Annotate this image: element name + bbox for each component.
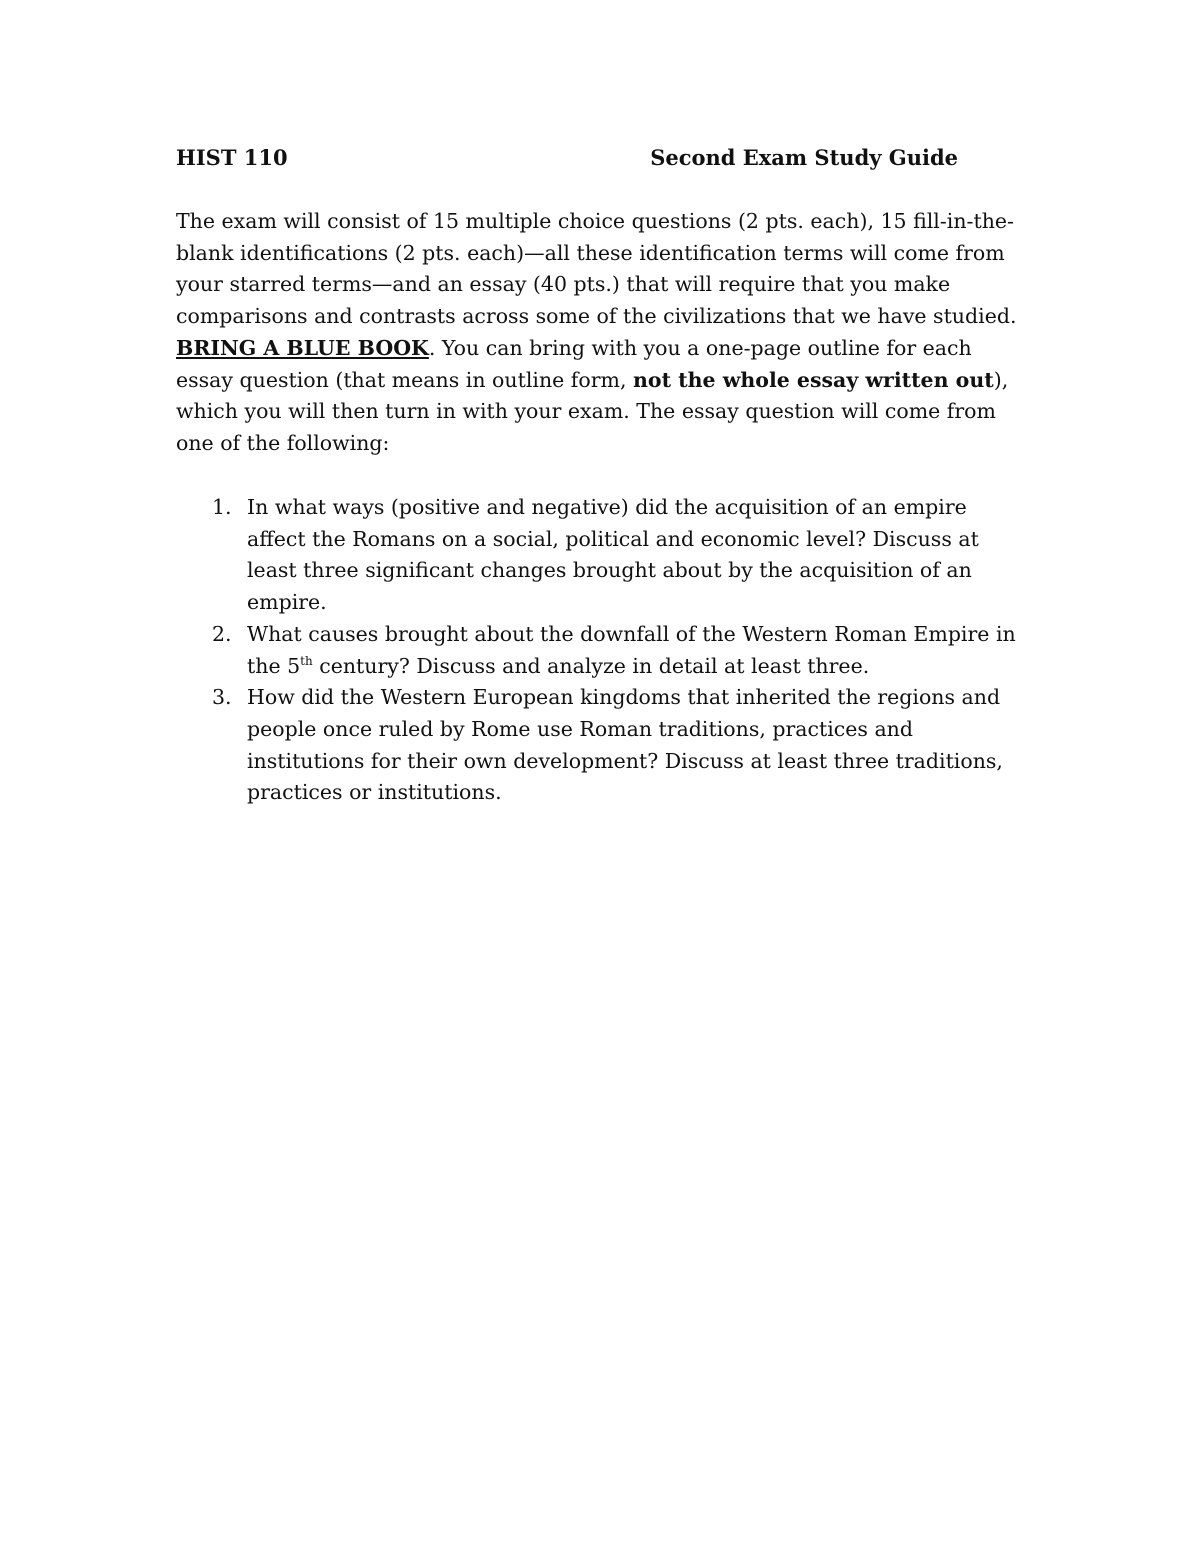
instructions-text-part-3: ), which you will then turn in with your exam. The essay question will come from one of the following:	[176, 367, 1009, 455]
document-header	[176, 142, 958, 174]
course-code: HIST 110	[176, 145, 288, 170]
essay-question	[176, 619, 1026, 682]
document-title: Second Exam Study Guide	[650, 145, 958, 170]
blue-book-notice: BRING A BLUE BOOK	[176, 335, 429, 360]
ordinal-superscript: th	[300, 653, 313, 668]
question-number: 1.	[212, 495, 232, 519]
instructions-text-part-1: The exam will consist of 15 multiple choice questions (2 pts. each), 15 fill-in-the-blank identifications (2 pts. each)—all these identification terms will come from your starred terms—and an essay (40 pts.) that will require that you make comparisons and contrasts across some of the civilizations that we have studied.	[176, 209, 1017, 329]
exam-instructions	[176, 206, 1026, 460]
essay-question	[176, 682, 1026, 809]
outline-warning: not the whole essay written out	[633, 367, 994, 392]
question-number: 2.	[212, 621, 232, 646]
question-number: 3.	[212, 685, 232, 710]
instructions-text-part-2: . You can bring with you a one-page outline for each essay question (that means in outline form,	[176, 335, 972, 392]
essay-question	[176, 492, 1026, 619]
essay-question-list	[176, 492, 1026, 809]
question-text: How did the Western European kingdoms that inherited the regions and people once ruled by Rome use Roman traditions, practices and institutions for their own development? Discuss at least three traditions, practices or institutions.	[247, 685, 1003, 805]
question-text: In what ways (positive and negative) did the acquisition of an empire affect the Romans on a social, political and economic level? Discuss at least three significant changes brought about by the acquisition of an empire.	[247, 495, 979, 615]
question-text-start: What causes brought about the downfall of the Western Roman Empire in the 5	[247, 621, 1016, 678]
question-text-end: century? Discuss and analyze in detail at least three.	[312, 653, 870, 678]
